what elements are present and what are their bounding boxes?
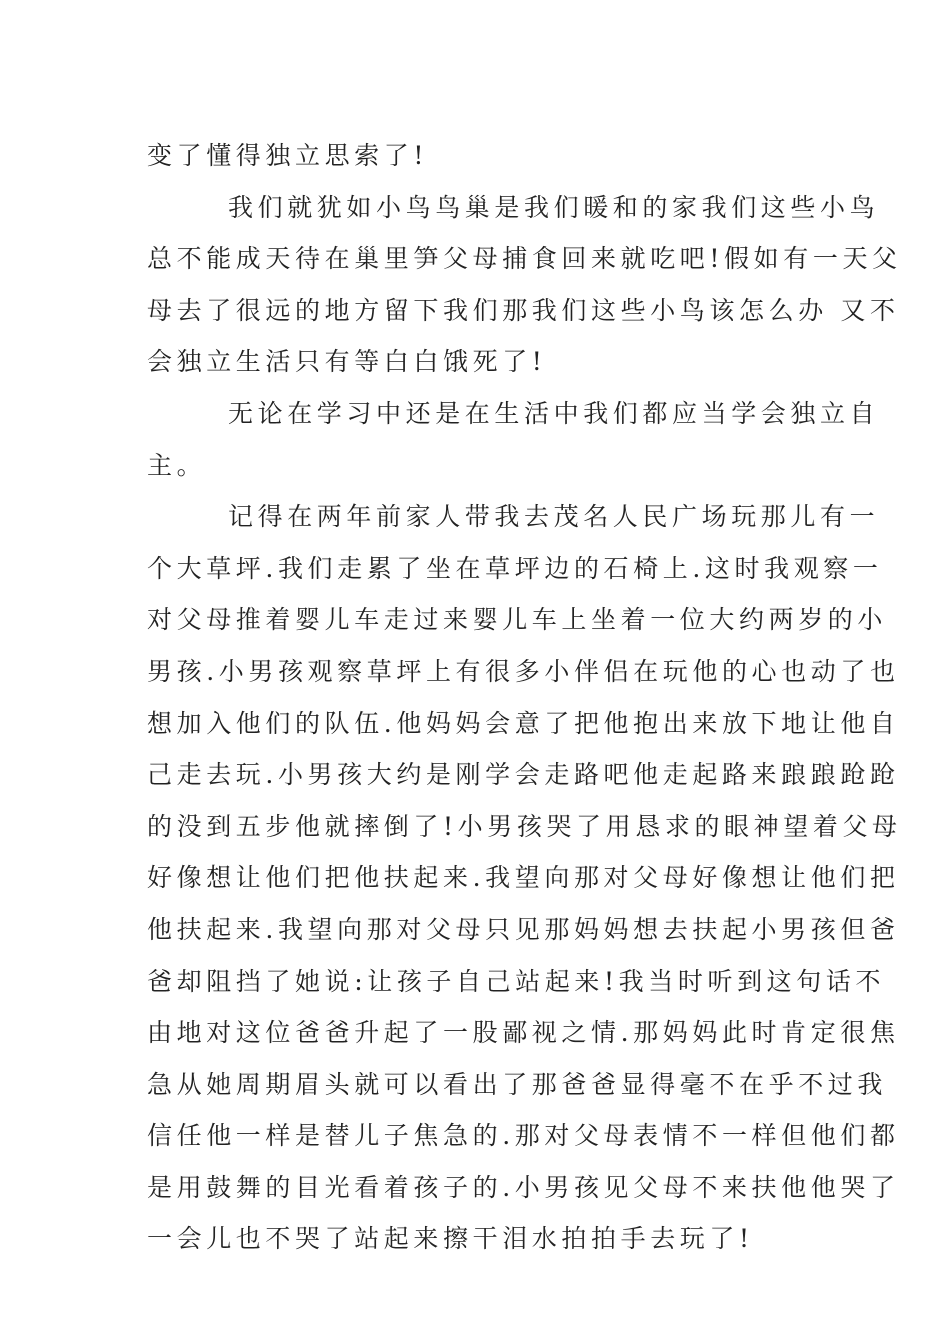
text-line: 母去了很远的地方留下我们那我们这些小鸟该怎么办 又不: [147, 295, 900, 325]
text-line: 的没到五步他就摔倒了!小男孩哭了用恳求的眼神望着父母: [147, 811, 902, 841]
text-line: 急从她周期眉头就可以看出了那爸爸显得毫不在乎不过我: [147, 1069, 888, 1099]
text-line: 记得在两年前家人带我去茂名人民广场玩那儿有一: [228, 502, 880, 532]
essay-text: [147, 130, 902, 1265]
text-line: 己走去玩.小男孩大约是刚学会走路吧他走起路来踉踉跄跄: [147, 760, 900, 790]
text-line: 无论在学习中还是在生活中我们都应当学会独立自: [228, 398, 880, 428]
text-line: 是用鼓舞的目光看着孩子的.小男孩见父母不来扶他他哭了: [147, 1172, 900, 1202]
text-line: 个大草坪.我们走累了坐在草坪边的石椅上.这时我观察一: [147, 553, 883, 583]
text-line: 总不能成天待在巢里笋父母捕食回来就吃吧!假如有一天父: [147, 244, 902, 274]
text-line: 变了懂得独立思索了!: [147, 141, 429, 170]
text-line: 信任他一样是替儿子焦急的.那对父母表情不一样但他们都: [147, 1121, 900, 1151]
text-line: 一会儿也不哭了站起来擦干泪水拍拍手去玩了!: [147, 1224, 754, 1254]
text-line: 好像想让他们把他扶起来.我望向那对父母好像想让他们把: [147, 863, 900, 893]
text-line: 想加入他们的队伍.他妈妈会意了把他抱出来放下地让他自: [147, 708, 900, 738]
text-line: 爸却阻挡了她说:让孩子自己站起来!我当时听到这句话不: [147, 966, 886, 996]
text-line: 男孩.小男孩观察草坪上有很多小伴侣在玩他的心也动了也: [147, 656, 900, 686]
text-line: 他扶起来.我望向那对父母只见那妈妈想去扶起小男孩但爸: [147, 914, 900, 944]
text-line: 由地对这位爸爸升起了一股鄙视之情.那妈妈此时肯定很焦: [147, 1018, 900, 1048]
text-line: 会独立生活只有等白白饿死了!: [147, 347, 547, 377]
text-line: 我们就犹如小鸟鸟巢是我们暖和的家我们这些小鸟: [228, 192, 880, 222]
text-line: 对父母推着婴儿车走过来婴儿车上坐着一位大约两岁的小: [147, 605, 888, 635]
text-line: 主。: [147, 450, 207, 480]
